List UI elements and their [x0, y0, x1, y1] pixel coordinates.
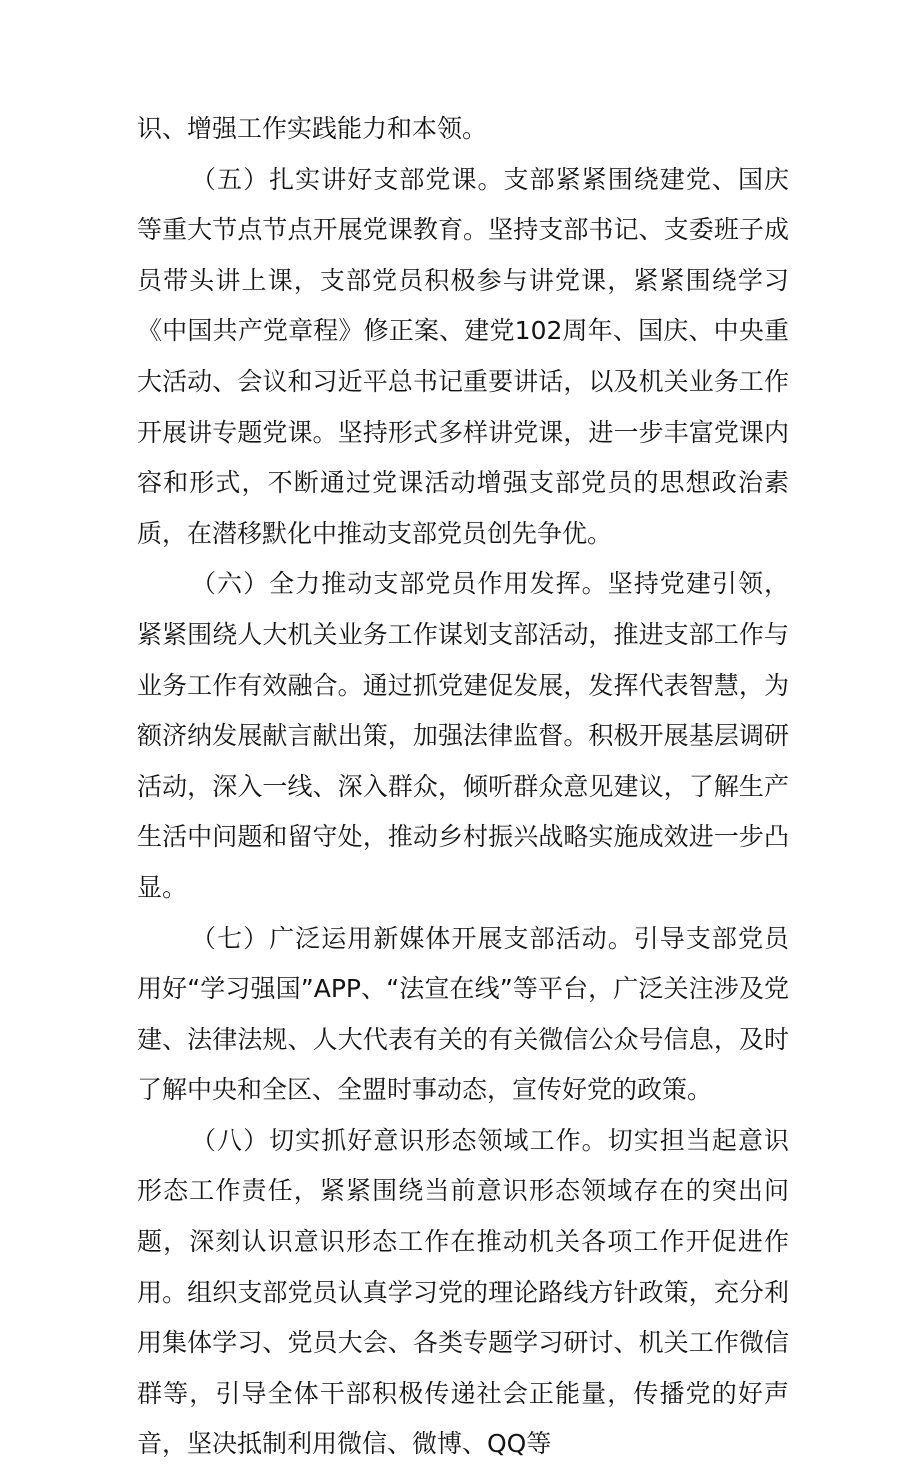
paragraph-section-7: （七）广泛运用新媒体开展支部活动。引导支部党员用好“学习强国”APP、“法宣在线”等平台，广泛关注涉及党建、法律法规、人大代表有关的有关微信公众号信息，及时了解中央和全区、全盟时事动态，宣传好党的政策。	[137, 923, 789, 1105]
paragraph-section-6: （六）全力推动支部党员作用发挥。坚持党建引领，紧紧围绕人大机关业务工作谋划支部活动，推进支部工作与业务工作有效融合。通过抓党建促发展，发挥代表智慧，为额济纳发展献言献出策，加强法律监督。积极开展基层调研活动，深入一线、深入群众，倾听群众意见建议，了解生产生活中问题和留守处，推动乡村振兴战略实施成效进一步凸显。	[137, 569, 789, 902]
document-body	[137, 104, 789, 1470]
paragraph-continuation: 识、增强工作实践能力和本领。	[137, 114, 488, 143]
paragraph-section-8: （八）切实抓好意识形态领域工作。切实担当起意识形态工作责任，紧紧围绕当前意识形态领域存在的突出问题，深刻认识意识形态工作在推动机关各项工作开促进作用。组织支部党员认真学习党的理论路线方针政策，充分利用集体学习、党员大会、各类专题学习研讨、机关工作微信群等，引导全体干部积极传递社会正能量，传播党的好声音，坚决抵制利用微信、微博、QQ等	[137, 1125, 789, 1459]
paragraph-section-5: （五）扎实讲好支部党课。支部紧紧围绕建党、国庆等重大节点节点开展党课教育。坚持支部书记、支委班子成员带头讲上课，支部党员积极参与讲党课，紧紧围绕学习《中国共产党章程》修正案、建党102周年、国庆、中央重大活动、会议和习近平总书记重要讲话，以及机关业务工作开展讲专题党课。坚持形式多样讲党课，进一步丰富党课内容和形式，不断通过党课活动增强支部党员的思想政治素质，在潜移默化中推动支部党员创先争优。	[137, 164, 789, 548]
